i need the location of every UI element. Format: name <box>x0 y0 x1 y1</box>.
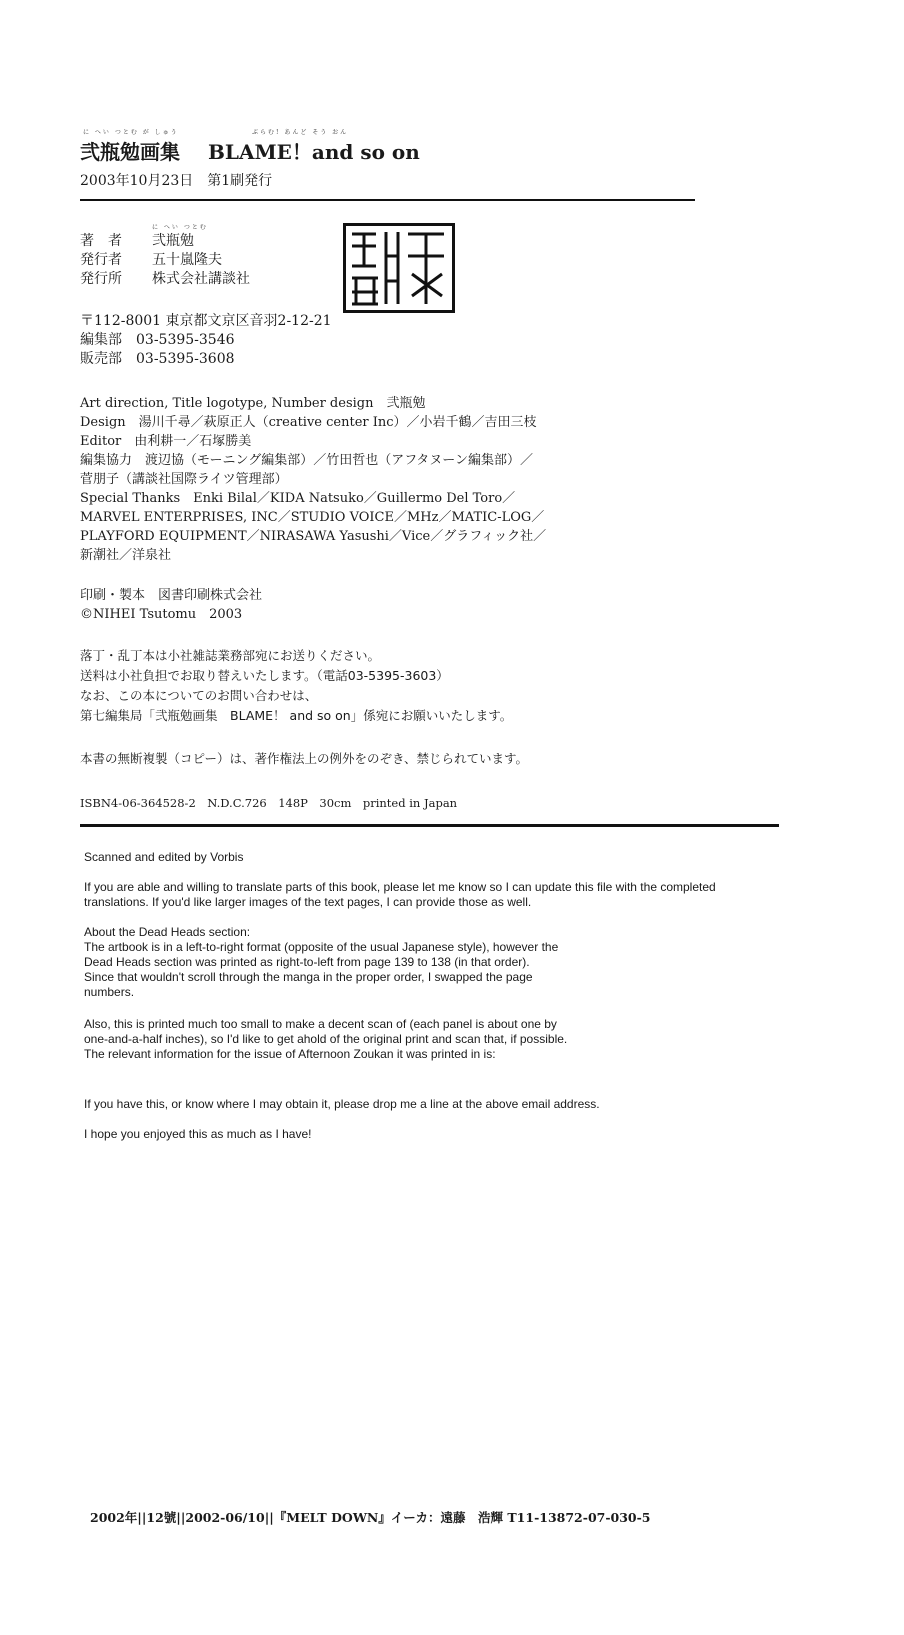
notice-line: 送料は小社負担でお取り替えいたします。（電話03-5395-3603） <box>80 668 449 683</box>
dead-heads-line: Since that wouldn't scroll through the manga in the proper order, I swapped the page <box>84 970 533 984</box>
author-name: 弐瓶勉 <box>152 233 194 249</box>
editorial-phone: 編集部 03-5395-3546 <box>80 332 235 348</box>
staff-line: MARVEL ENTERPRISES, INC／STUDIO VOICE／MHz／MATIC-LOG／ <box>80 510 545 525</box>
staff-line: 新潮社／洋泉社 <box>80 548 172 563</box>
printer: 印刷・製本 図書印刷株式会社 <box>80 588 263 603</box>
title-ruby-en: ぶらむ! あんど そう おん <box>252 129 349 136</box>
postal-address: 〒112-8001 東京都文京区音羽2-12-21 <box>80 313 332 329</box>
staff-line: 菅朋子（講談社国際ライツ管理部） <box>80 472 288 487</box>
staff-line: Special Thanks Enki Bilal／KIDA Natsuko／Guillermo Del Toro／ <box>80 491 516 506</box>
publisher-label: 発行者 <box>80 252 122 268</box>
dead-heads-line: Dead Heads section was printed as right-to-left from page 139 to 138 (in that order). <box>84 955 530 969</box>
staff-line: Art direction, Title logotype, Number design 弐瓶勉 <box>80 396 426 411</box>
print-request-line: The relevant information for the issue of Afternoon Zoukan it was printed in is: <box>84 1047 496 1061</box>
dead-heads-heading: About the Dead Heads section: <box>84 925 251 939</box>
copyright: ©NIHEI Tsutomu 2003 <box>80 607 243 622</box>
print-request-line: Also, this is printed much too small to make a decent scan of (each panel is about one by <box>84 1017 557 1031</box>
dead-heads-line: The artbook is in a left-to-right format (opposite of the usual Japanese style), however the <box>84 940 559 954</box>
staff-line: Design 湯川千尋／萩原正人（creative center Inc）／小岩千鶴／吉田三枝 <box>80 415 537 430</box>
notice-line: 落丁・乱丁本は小社雑誌業務部宛にお送りください。 <box>80 648 381 663</box>
book-title-jp: 弐瓶勉画集 <box>80 140 180 164</box>
print-request-line: one-and-a-half inches), so I'd like to get ahold of the original print and scan that, if possible. <box>84 1032 568 1046</box>
title-ruby-jp: に へい つとむ が しゅう <box>83 129 179 136</box>
divider-bottom <box>80 824 779 827</box>
publication-date: 2003年10月23日 第1刷発行 <box>80 173 273 189</box>
author-ruby: に へい つとむ <box>152 224 208 231</box>
translation-request: If you are able and willing to translate parts of this book, please let me know so I can update this file with the completed translations. If you'd like larger images of the text pages, I can provide those as well. <box>84 880 716 909</box>
isbn-line: ISBN4-06-364528-2 N.D.C.726 148P 30cm printed in Japan <box>80 796 458 810</box>
closing-note: I hope you enjoyed this as much as I have! <box>84 1127 312 1141</box>
contact-request: If you have this, or know where I may obtain it, please drop me a line at the above email address. <box>84 1097 600 1111</box>
publisher-name: 五十嵐隆夫 <box>152 252 222 268</box>
book-title-en: BLAME！and so on <box>208 140 420 164</box>
dead-heads-line: numbers. <box>84 985 135 999</box>
notice-line: なお、この本についてのお問い合わせは、 <box>80 688 318 703</box>
scan-credit: Scanned and edited by Vorbis <box>84 850 244 864</box>
sales-phone: 販売部 03-5395-3608 <box>80 351 235 367</box>
divider-top <box>80 199 695 201</box>
company-label: 発行所 <box>80 271 122 287</box>
staff-line: Editor 由利耕一／石塚勝美 <box>80 434 252 449</box>
company-name: 株式会社講談社 <box>152 271 250 287</box>
author-label: 著 者 <box>80 233 122 249</box>
magazine-reference: 2002年||12號||2002-06/10||『MELT DOWN』イーカ：遠藤 浩輝 T11-13872-07-030-5 <box>90 1510 651 1525</box>
copy-notice: 本書の無断複製（コピー）は、著作権法上の例外をのぞき、禁じられています。 <box>80 751 529 766</box>
notice-line: 第七編集局「弐瓶勉画集 BLAME！ and so on」係宛にお願いいたします。 <box>80 708 513 723</box>
seal-glyph-icon <box>346 226 452 310</box>
staff-line: PLAYFORD EQUIPMENT／NIRASAWA Yasushi／Vice／グラフィック社／ <box>80 529 547 544</box>
staff-line: 編集協力 渡辺協（モーニング編集部）／竹田哲也（アフタヌーン編集部）／ <box>80 453 534 468</box>
publisher-seal-icon <box>343 223 455 313</box>
